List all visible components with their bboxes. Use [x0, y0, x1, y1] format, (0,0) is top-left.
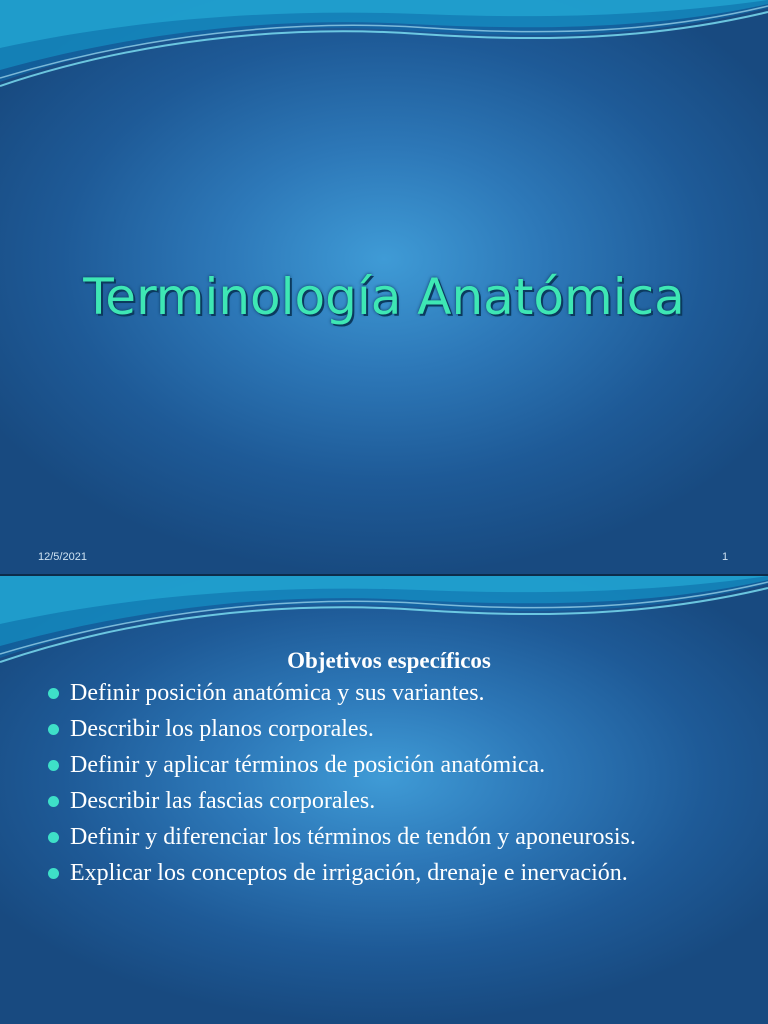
wave-decoration: [0, 0, 768, 110]
objectives-section: [0, 648, 768, 894]
bullet-icon: [48, 832, 59, 843]
list-item-text: Definir y aplicar términos de posición anatómica.: [70, 752, 546, 778]
slide-title: Terminología Anatómica: [83, 268, 685, 326]
footer-page-number: 1: [722, 551, 729, 563]
list-item-text: Describir los planos corporales.: [70, 716, 374, 742]
list-item: [48, 786, 690, 816]
objectives-list: [0, 678, 768, 888]
list-item: [48, 678, 690, 708]
list-item: [48, 858, 690, 888]
bullet-icon: [48, 868, 59, 879]
bullet-icon: [48, 796, 59, 807]
list-item-text: Definir y diferenciar los términos de tendón y aponeurosis.: [70, 824, 636, 850]
list-item-text: Explicar los conceptos de irrigación, drenaje e inervación.: [70, 860, 628, 886]
list-item: [48, 750, 690, 780]
list-item: [48, 714, 690, 744]
bullet-icon: [48, 724, 59, 735]
list-item-text: Definir posición anatómica y sus variantes.: [70, 680, 485, 706]
objectives-heading: Objetivos específicos: [287, 648, 491, 673]
objectives-slide: [0, 576, 768, 1024]
bullet-icon: [48, 688, 59, 699]
list-item: [48, 822, 690, 852]
list-item-text: Describir las fascias corporales.: [70, 788, 376, 814]
bullet-icon: [48, 760, 59, 771]
footer-date: 12/5/2021: [38, 551, 87, 563]
